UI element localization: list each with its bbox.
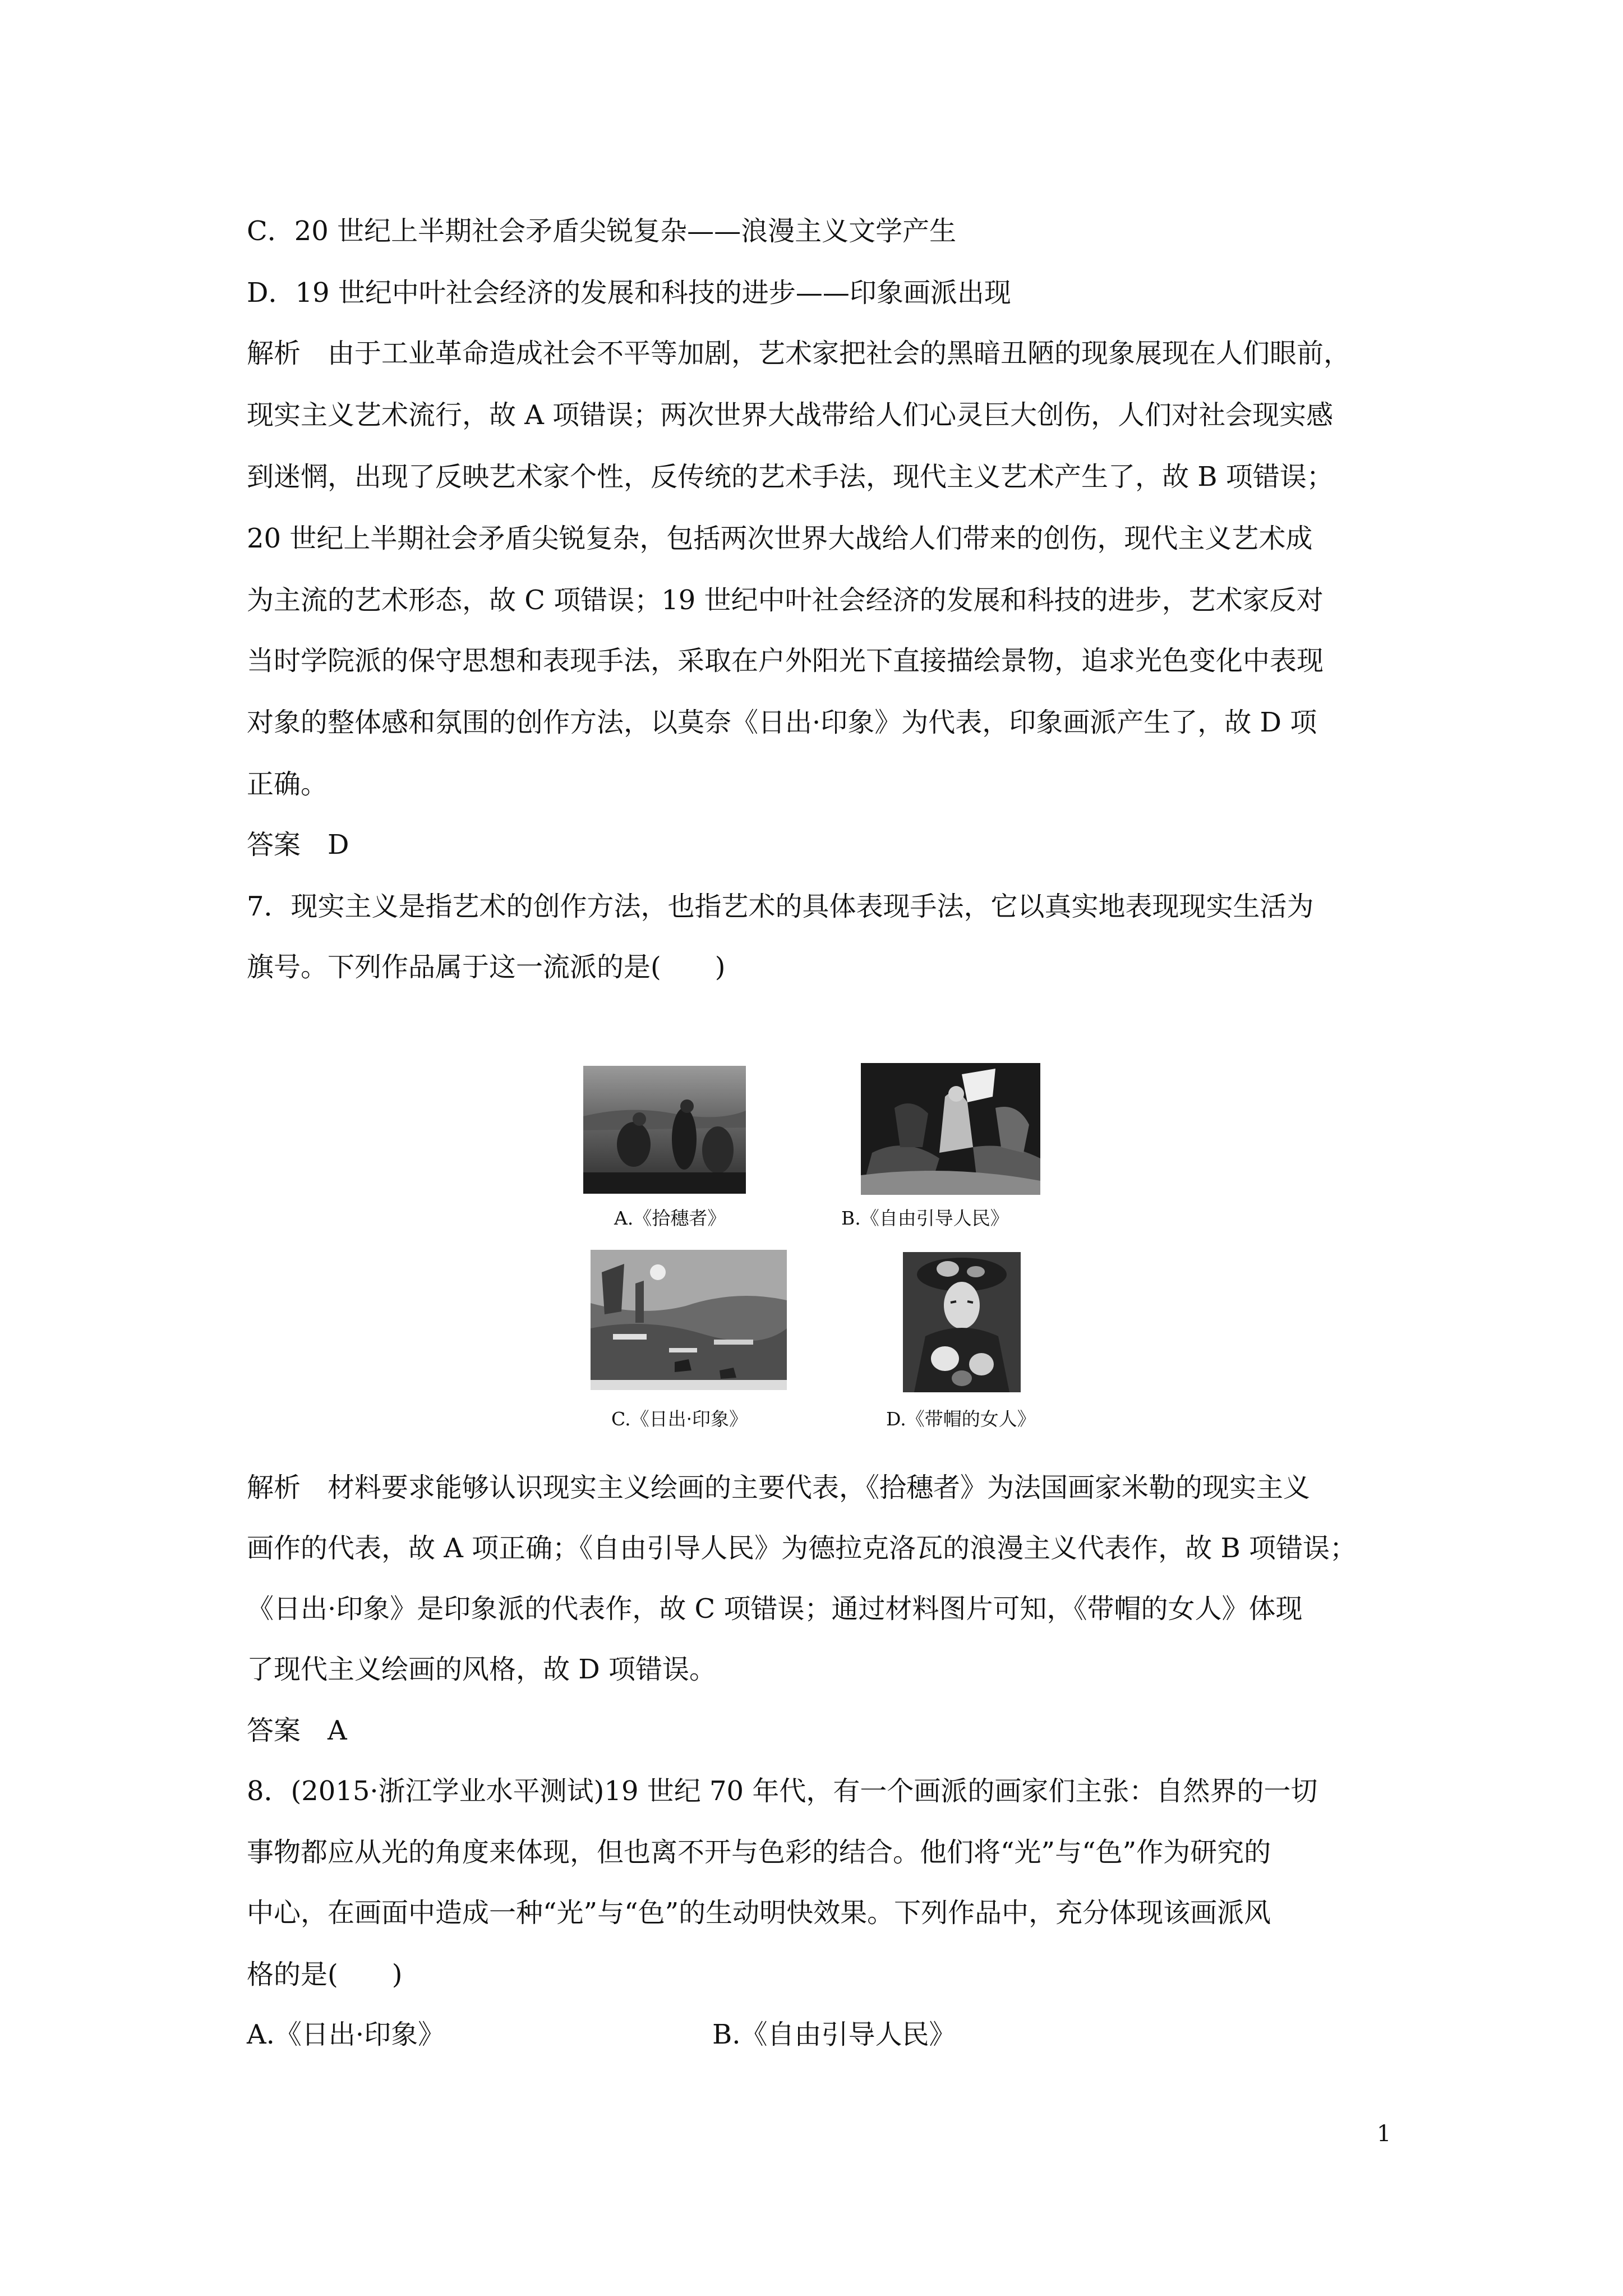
analysis-line: 画作的代表，故 A 项正确；《自由引导人民》为德拉克洛瓦的浪漫主义代表作，故 B 项错误； xyxy=(247,1533,1357,1564)
analysis-line: 解析 由于工业革命造成社会不平等加剧，艺术家把社会的黑暗丑陋的现象展现在人们眼前， xyxy=(247,338,1351,369)
caption-b: B.《自由引导人民》 xyxy=(841,1207,1009,1229)
analysis-line: 对象的整体感和氛围的创作方法，以莫奈《日出·印象》为代表，印象画派产生了，故 D 项 xyxy=(247,707,1317,738)
analysis-line: 了现代主义绘画的风格，故 D 项错误。 xyxy=(247,1654,717,1685)
analysis-line: 解析 材料要求能够认识现实主义绘画的主要代表，《拾穗者》为法国画家米勒的现实主义 xyxy=(247,1472,1311,1503)
analysis-line: 到迷惘，出现了反映艺术家个性，反传统的艺术手法，现代主义艺术产生了，故 B 项错误； xyxy=(247,461,1334,493)
analysis-line: 《日出·印象》是印象派的代表作，故 C 项错误；通过材料图片可知，《带帽的女人》体现 xyxy=(247,1593,1303,1625)
question-8-line: 事物都应从光的角度来体现，但也离不开与色彩的结合。他们将“光”与“色”作为研究的 xyxy=(247,1837,1271,1868)
analysis-line: 20 世纪上半期社会矛盾尖锐复杂，包括两次世界大战给人们带来的创伤，现代主义艺术成 xyxy=(247,523,1313,554)
question-8-line: 中心，在画面中造成一种“光”与“色”的生动明快效果。下列作品中，充分体现该画派风 xyxy=(247,1897,1271,1929)
page-number: 1 xyxy=(1377,2121,1391,2147)
option-d-line: D．19 世纪中叶社会经济的发展和科技的进步——印象画派出现 xyxy=(247,277,1011,309)
question-8-line: 8．(2015·浙江学业水平测试)19 世纪 70 年代，有一个画派的画家们主张：自然界的一切 xyxy=(247,1775,1318,1807)
analysis-line: 正确。 xyxy=(247,769,328,800)
caption-a: A.《拾穗者》 xyxy=(614,1207,726,1229)
answer-line: 答案 A xyxy=(247,1715,347,1746)
analysis-line: 当时学院派的保守思想和表现手法，采取在户外阳光下直接描绘景物，追求光色变化中表现 xyxy=(247,645,1324,677)
option-c-line: C．20 世纪上半期社会矛盾尖锐复杂——浪漫主义文学产生 xyxy=(247,215,957,247)
question-7-line: 7．现实主义是指艺术的创作方法，也指艺术的具体表现手法，它以真实地表现现实生活为 xyxy=(247,891,1314,922)
answer-line: 答案 D xyxy=(247,829,349,861)
option-a: A.《日出·印象》 xyxy=(247,2019,445,2050)
painting-woman-with-hat-image xyxy=(903,1252,1021,1392)
analysis-line: 为主流的艺术形态，故 C 项错误；19 世纪中叶社会经济的发展和科技的进步，艺术家反对 xyxy=(247,585,1324,616)
caption-d: D.《带帽的女人》 xyxy=(886,1408,1036,1430)
question-8-line: 格的是( ) xyxy=(247,1959,403,1990)
option-b: B.《自由引导人民》 xyxy=(712,2019,956,2050)
painting-impression-sunrise-image xyxy=(591,1250,787,1390)
analysis-line: 现实主义艺术流行，故 A 项错误；两次世界大战带给人们心灵巨大创伤，人们对社会现实感 xyxy=(247,399,1334,431)
question-7-line: 旗号。下列作品属于这一流派的是( ) xyxy=(247,951,726,983)
painting-gleaners-image xyxy=(583,1066,746,1194)
painting-liberty-image xyxy=(861,1063,1040,1195)
caption-c: C.《日出·印象》 xyxy=(611,1408,748,1430)
